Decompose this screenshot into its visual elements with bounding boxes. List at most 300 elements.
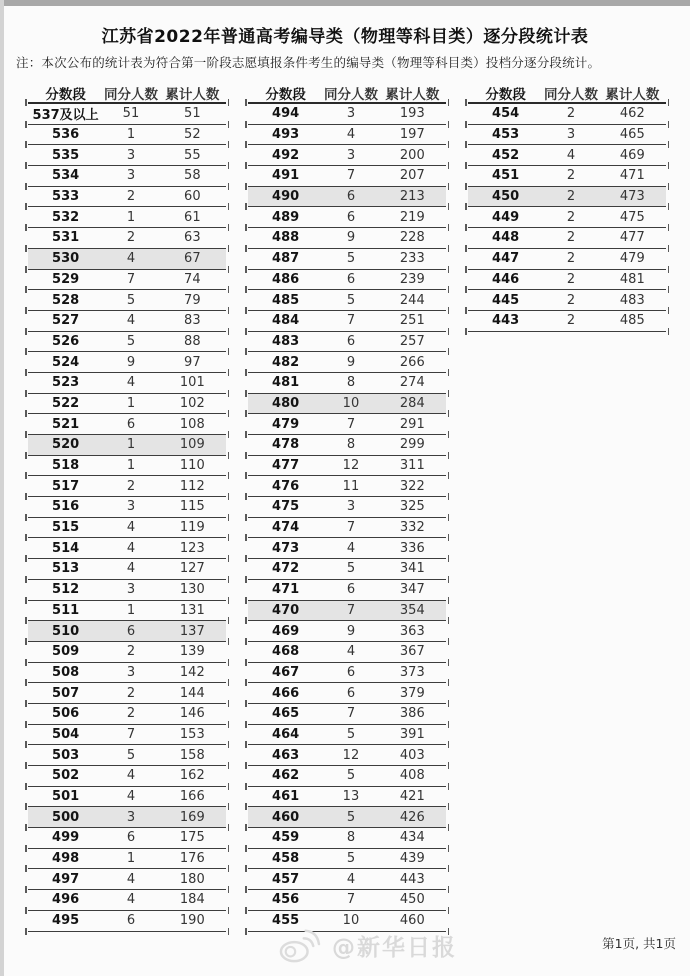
cell-score-band: 460 (272, 809, 300, 825)
cell-same-score-count: 4 (126, 251, 136, 267)
cell-cumulative-count: 109 (179, 437, 205, 453)
cell-same-score-count: 4 (346, 540, 356, 556)
col-header-same-score-count: 同分人数 (323, 87, 378, 103)
cell-score-band: 484 (272, 313, 300, 329)
cell-cumulative-count: 176 (179, 851, 205, 867)
cell-same-score-count: 13 (342, 789, 360, 805)
cell-cumulative-count: 434 (399, 830, 425, 846)
cell-cumulative-count: 55 (184, 147, 201, 163)
cell-same-score-count: 5 (346, 292, 356, 308)
score-table-3 (468, 84, 666, 932)
cell-same-score-count: 4 (126, 871, 136, 887)
table-row (28, 621, 226, 642)
cell-cumulative-count: 52 (184, 127, 201, 143)
score-table-1 (28, 84, 226, 932)
table-row (248, 228, 446, 249)
cell-score-band: 529 (52, 271, 80, 287)
table-row (248, 890, 446, 911)
cell-cumulative-count: 439 (399, 851, 425, 867)
cell-cumulative-count: 137 (179, 623, 205, 639)
table-row (28, 869, 226, 890)
note-text: 注：本次公布的统计表为符合第一阶段志愿填报条件考生的编导类（物理等科目类）投档分逐分段统计。 (16, 55, 601, 70)
table-body (468, 104, 666, 332)
table-header-row (248, 84, 446, 104)
cell-same-score-count: 2 (566, 168, 576, 184)
cell-cumulative-count: 130 (179, 582, 205, 598)
cell-same-score-count: 2 (126, 230, 136, 246)
cell-same-score-count: 2 (126, 478, 136, 494)
cell-same-score-count: 1 (126, 209, 136, 225)
table-row (28, 394, 226, 415)
cell-same-score-count: 7 (126, 271, 136, 287)
cell-cumulative-count: 233 (399, 251, 425, 267)
cell-cumulative-count: 465 (619, 127, 645, 143)
table-row (468, 311, 666, 332)
table-row (28, 601, 226, 622)
cell-score-band: 503 (52, 747, 80, 763)
cell-same-score-count: 6 (346, 209, 356, 225)
cell-cumulative-count: 63 (184, 230, 201, 246)
cell-same-score-count: 4 (126, 768, 136, 784)
cell-cumulative-count: 60 (184, 189, 201, 205)
table-row (28, 352, 226, 373)
cell-same-score-count: 9 (346, 623, 356, 639)
table-row (28, 373, 226, 394)
table-row (28, 828, 226, 849)
cell-same-score-count: 3 (346, 106, 356, 122)
cell-cumulative-count: 61 (184, 209, 201, 225)
table-row (468, 187, 666, 208)
cell-same-score-count: 7 (346, 416, 356, 432)
table-row (28, 538, 226, 559)
cell-cumulative-count: 169 (179, 809, 205, 825)
cell-score-band: 489 (272, 209, 300, 225)
table-row (28, 807, 226, 828)
cell-score-band: 467 (272, 664, 300, 680)
table-row (28, 849, 226, 870)
cell-cumulative-count: 153 (179, 726, 205, 742)
cell-cumulative-count: 311 (399, 458, 425, 474)
cell-score-band: 454 (492, 106, 520, 122)
cell-same-score-count: 2 (566, 230, 576, 246)
cell-score-band: 517 (52, 478, 80, 494)
cell-same-score-count: 2 (126, 685, 136, 701)
cell-score-band: 496 (52, 892, 80, 908)
cell-same-score-count: 4 (126, 892, 136, 908)
cell-score-band: 502 (52, 768, 80, 784)
table-row (28, 270, 226, 291)
col-header-score-band: 分数段 (265, 87, 306, 103)
cell-score-band: 459 (272, 830, 300, 846)
cell-score-band: 486 (272, 271, 300, 287)
cell-cumulative-count: 74 (184, 271, 201, 287)
cell-same-score-count: 5 (126, 292, 136, 308)
table-row (248, 745, 446, 766)
cell-cumulative-count: 325 (399, 499, 425, 515)
cell-cumulative-count: 475 (619, 209, 645, 225)
table-row (28, 580, 226, 601)
table-row (248, 290, 446, 311)
cell-score-band: 450 (492, 189, 520, 205)
table-row (468, 249, 666, 270)
col-header-score-band: 分数段 (485, 87, 526, 103)
cell-cumulative-count: 112 (179, 478, 205, 494)
cell-same-score-count: 9 (126, 354, 136, 370)
cell-cumulative-count: 101 (179, 375, 205, 391)
cell-cumulative-count: 421 (399, 789, 425, 805)
cell-cumulative-count: 336 (399, 540, 425, 556)
cell-cumulative-count: 367 (399, 644, 425, 660)
table-row (248, 869, 446, 890)
cell-score-band: 513 (52, 561, 80, 577)
cell-score-band: 452 (492, 147, 520, 163)
cell-cumulative-count: 251 (399, 313, 425, 329)
table-row (28, 145, 226, 166)
table-row (28, 663, 226, 684)
cell-same-score-count: 8 (346, 437, 356, 453)
col-header-same-score-count: 同分人数 (543, 87, 598, 103)
cell-score-band: 487 (272, 251, 300, 267)
cell-cumulative-count: 450 (399, 892, 425, 908)
cell-same-score-count: 5 (346, 726, 356, 742)
cell-same-score-count: 6 (126, 623, 136, 639)
cell-score-band: 527 (52, 313, 80, 329)
cell-score-band: 526 (52, 333, 80, 349)
cell-score-band: 532 (52, 209, 80, 225)
cell-score-band: 512 (52, 582, 80, 598)
table-row (28, 683, 226, 704)
cell-same-score-count: 7 (346, 892, 356, 908)
table-row (468, 104, 666, 125)
table-row (468, 228, 666, 249)
cell-same-score-count: 4 (126, 540, 136, 556)
cell-score-band: 469 (272, 623, 300, 639)
cell-same-score-count: 2 (126, 644, 136, 660)
table-row (248, 683, 446, 704)
cell-score-band: 457 (272, 871, 300, 887)
cell-score-band: 491 (272, 168, 300, 184)
cell-same-score-count: 3 (126, 147, 136, 163)
cell-cumulative-count: 228 (399, 230, 425, 246)
table-row (248, 538, 446, 559)
cell-same-score-count: 3 (346, 499, 356, 515)
table-row (28, 249, 226, 270)
table-row (28, 497, 226, 518)
cell-same-score-count: 4 (346, 644, 356, 660)
cell-score-band: 531 (52, 230, 80, 246)
cell-same-score-count: 5 (346, 561, 356, 577)
cell-cumulative-count: 354 (399, 602, 425, 618)
cell-cumulative-count: 386 (399, 706, 425, 722)
cell-cumulative-count: 408 (399, 768, 425, 784)
table-row (28, 166, 226, 187)
cell-score-band: 472 (272, 561, 300, 577)
cell-score-band: 471 (272, 582, 300, 598)
table-row (248, 497, 446, 518)
cell-score-band: 501 (52, 789, 80, 805)
table-row (248, 456, 446, 477)
cell-cumulative-count: 341 (399, 561, 425, 577)
table-row (468, 125, 666, 146)
col-header-cumulative-count: 累计人数 (385, 87, 440, 103)
cell-same-score-count: 3 (126, 809, 136, 825)
cell-same-score-count: 10 (342, 395, 360, 411)
cell-score-band: 481 (272, 375, 300, 391)
weibo-logo-icon (276, 926, 322, 964)
cell-score-band: 520 (52, 437, 80, 453)
cell-cumulative-count: 426 (399, 809, 425, 825)
cell-cumulative-count: 473 (619, 189, 645, 205)
cell-same-score-count: 7 (346, 313, 356, 329)
cell-same-score-count: 7 (126, 726, 136, 742)
cell-score-band: 515 (52, 520, 80, 536)
cell-score-band: 516 (52, 499, 80, 515)
cell-same-score-count: 1 (126, 602, 136, 618)
table-row (248, 580, 446, 601)
table-row (28, 207, 226, 228)
cell-score-band: 464 (272, 726, 300, 742)
cell-cumulative-count: 219 (399, 209, 425, 225)
cell-same-score-count: 1 (126, 395, 136, 411)
table-row (28, 911, 226, 932)
cell-cumulative-count: 184 (179, 892, 205, 908)
cell-score-band: 448 (492, 230, 520, 246)
table-header-row (28, 84, 226, 104)
cell-same-score-count: 1 (126, 851, 136, 867)
cell-same-score-count: 12 (342, 747, 360, 763)
cell-same-score-count: 5 (346, 809, 356, 825)
cell-score-band: 466 (272, 685, 300, 701)
table-row (28, 704, 226, 725)
table-row (28, 890, 226, 911)
table-row (28, 518, 226, 539)
cell-same-score-count: 6 (126, 416, 136, 432)
cell-same-score-count: 5 (346, 251, 356, 267)
cell-same-score-count: 3 (346, 147, 356, 163)
table-row (248, 104, 446, 125)
cell-cumulative-count: 162 (179, 768, 205, 784)
table-row (28, 766, 226, 787)
cell-same-score-count: 2 (566, 271, 576, 287)
cell-score-band: 499 (52, 830, 80, 846)
cell-same-score-count: 2 (566, 292, 576, 308)
cell-same-score-count: 4 (346, 871, 356, 887)
cell-score-band: 534 (52, 168, 80, 184)
table-row (248, 352, 446, 373)
cell-same-score-count: 4 (126, 561, 136, 577)
cell-score-band: 449 (492, 209, 520, 225)
cell-score-band: 463 (272, 747, 300, 763)
cell-score-band: 474 (272, 520, 300, 536)
cell-cumulative-count: 123 (179, 540, 205, 556)
cell-cumulative-count: 299 (399, 437, 425, 453)
cell-same-score-count: 1 (126, 437, 136, 453)
cell-score-band: 508 (52, 664, 80, 680)
table-row (248, 249, 446, 270)
cell-same-score-count: 4 (126, 375, 136, 391)
cell-score-band: 536 (52, 127, 80, 143)
cell-score-band: 509 (52, 644, 80, 660)
table-row (468, 145, 666, 166)
cell-score-band: 458 (272, 851, 300, 867)
table-row (28, 332, 226, 353)
cell-cumulative-count: 443 (399, 871, 425, 887)
table-row (468, 290, 666, 311)
cell-same-score-count: 9 (346, 230, 356, 246)
table-header-row (468, 84, 666, 104)
cell-cumulative-count: 83 (184, 313, 201, 329)
cell-same-score-count: 6 (346, 333, 356, 349)
col-header-cumulative-count: 累计人数 (165, 87, 220, 103)
cell-cumulative-count: 108 (179, 416, 205, 432)
cell-score-band: 465 (272, 706, 300, 722)
table-row (28, 476, 226, 497)
cell-score-band: 488 (272, 230, 300, 246)
cell-cumulative-count: 332 (399, 520, 425, 536)
cell-cumulative-count: 139 (179, 644, 205, 660)
cell-same-score-count: 4 (346, 127, 356, 143)
cell-cumulative-count: 284 (399, 395, 425, 411)
table-row (248, 725, 446, 746)
cell-cumulative-count: 481 (619, 271, 645, 287)
cell-score-band: 478 (272, 437, 300, 453)
cell-score-band: 482 (272, 354, 300, 370)
cell-cumulative-count: 115 (179, 499, 205, 515)
cell-cumulative-count: 166 (179, 789, 205, 805)
cell-cumulative-count: 146 (179, 706, 205, 722)
table-row (248, 766, 446, 787)
cell-cumulative-count: 142 (179, 664, 205, 680)
cell-score-band: 500 (52, 809, 80, 825)
table-row (248, 642, 446, 663)
cell-score-band: 518 (52, 458, 80, 474)
cell-score-band: 506 (52, 706, 80, 722)
cell-score-band: 490 (272, 189, 300, 205)
cell-score-band: 514 (52, 540, 80, 556)
table-row (248, 476, 446, 497)
cell-cumulative-count: 391 (399, 726, 425, 742)
cell-cumulative-count: 479 (619, 251, 645, 267)
page-title: 江苏省2022年普通高考编导类（物理等科目类）逐分段统计表 (101, 27, 589, 47)
table-body (28, 104, 226, 932)
cell-same-score-count: 11 (342, 478, 360, 494)
table-row (248, 145, 446, 166)
cell-same-score-count: 5 (126, 333, 136, 349)
cell-score-band: 497 (52, 871, 80, 887)
cell-cumulative-count: 79 (184, 292, 201, 308)
cell-cumulative-count: 213 (399, 189, 425, 205)
cell-same-score-count: 3 (126, 664, 136, 680)
cell-score-band: 521 (52, 416, 80, 432)
cell-same-score-count: 7 (346, 602, 356, 618)
cell-same-score-count: 2 (566, 313, 576, 329)
photo-edge-top (0, 0, 690, 6)
table-row (248, 807, 446, 828)
table-row (248, 187, 446, 208)
cell-same-score-count: 8 (346, 375, 356, 391)
cell-cumulative-count: 200 (399, 147, 425, 163)
cell-same-score-count: 3 (126, 582, 136, 598)
cell-score-band: 495 (52, 913, 80, 929)
cell-cumulative-count: 144 (179, 685, 205, 701)
table-row (28, 187, 226, 208)
cell-same-score-count: 2 (566, 251, 576, 267)
table-row (248, 787, 446, 808)
table-row (248, 373, 446, 394)
cell-same-score-count: 1 (126, 458, 136, 474)
table-row (248, 704, 446, 725)
cell-cumulative-count: 190 (179, 913, 205, 929)
cell-cumulative-count: 131 (179, 602, 205, 618)
table-body (248, 104, 446, 932)
cell-cumulative-count: 469 (619, 147, 645, 163)
cell-cumulative-count: 291 (399, 416, 425, 432)
table-row (248, 435, 446, 456)
cell-same-score-count: 6 (126, 913, 136, 929)
cell-cumulative-count: 67 (184, 251, 201, 267)
cell-cumulative-count: 119 (179, 520, 205, 536)
table-row (28, 456, 226, 477)
col-header-score-band: 分数段 (45, 87, 86, 103)
cell-cumulative-count: 403 (399, 747, 425, 763)
table-row (248, 166, 446, 187)
photo-edge-left (0, 0, 4, 976)
cell-score-band: 507 (52, 685, 80, 701)
watermark-text: @新华日报 (332, 934, 457, 961)
cell-same-score-count: 2 (126, 706, 136, 722)
cell-cumulative-count: 274 (399, 375, 425, 391)
cell-same-score-count: 7 (346, 706, 356, 722)
table-row (248, 663, 446, 684)
cell-same-score-count: 6 (346, 189, 356, 205)
cell-cumulative-count: 379 (399, 685, 425, 701)
cell-same-score-count: 9 (346, 354, 356, 370)
cell-same-score-count: 10 (342, 913, 360, 929)
cell-score-band: 530 (52, 251, 80, 267)
cell-same-score-count: 6 (346, 582, 356, 598)
cell-cumulative-count: 88 (184, 333, 201, 349)
table-row (28, 787, 226, 808)
cell-cumulative-count: 347 (399, 582, 425, 598)
cell-cumulative-count: 373 (399, 664, 425, 680)
watermark (276, 926, 457, 964)
cell-score-band: 504 (52, 726, 80, 742)
cell-score-band: 462 (272, 768, 300, 784)
table-row (28, 435, 226, 456)
cell-cumulative-count: 207 (399, 168, 425, 184)
cell-cumulative-count: 485 (619, 313, 645, 329)
cell-cumulative-count: 363 (399, 623, 425, 639)
table-row (28, 414, 226, 435)
cell-cumulative-count: 102 (179, 395, 205, 411)
cell-score-band: 533 (52, 189, 80, 205)
table-row (248, 414, 446, 435)
cell-score-band: 483 (272, 333, 300, 349)
table-row (248, 311, 446, 332)
cell-score-band: 493 (272, 127, 300, 143)
cell-cumulative-count: 197 (399, 127, 425, 143)
cell-score-band: 537及以上 (32, 108, 99, 124)
cell-same-score-count: 12 (342, 458, 360, 474)
cell-same-score-count: 5 (346, 851, 356, 867)
cell-score-band: 473 (272, 540, 300, 556)
table-row (248, 332, 446, 353)
col-header-same-score-count: 同分人数 (103, 87, 158, 103)
cell-same-score-count: 3 (126, 499, 136, 515)
cell-same-score-count: 6 (346, 685, 356, 701)
cell-score-band: 476 (272, 478, 300, 494)
cell-same-score-count: 6 (346, 664, 356, 680)
